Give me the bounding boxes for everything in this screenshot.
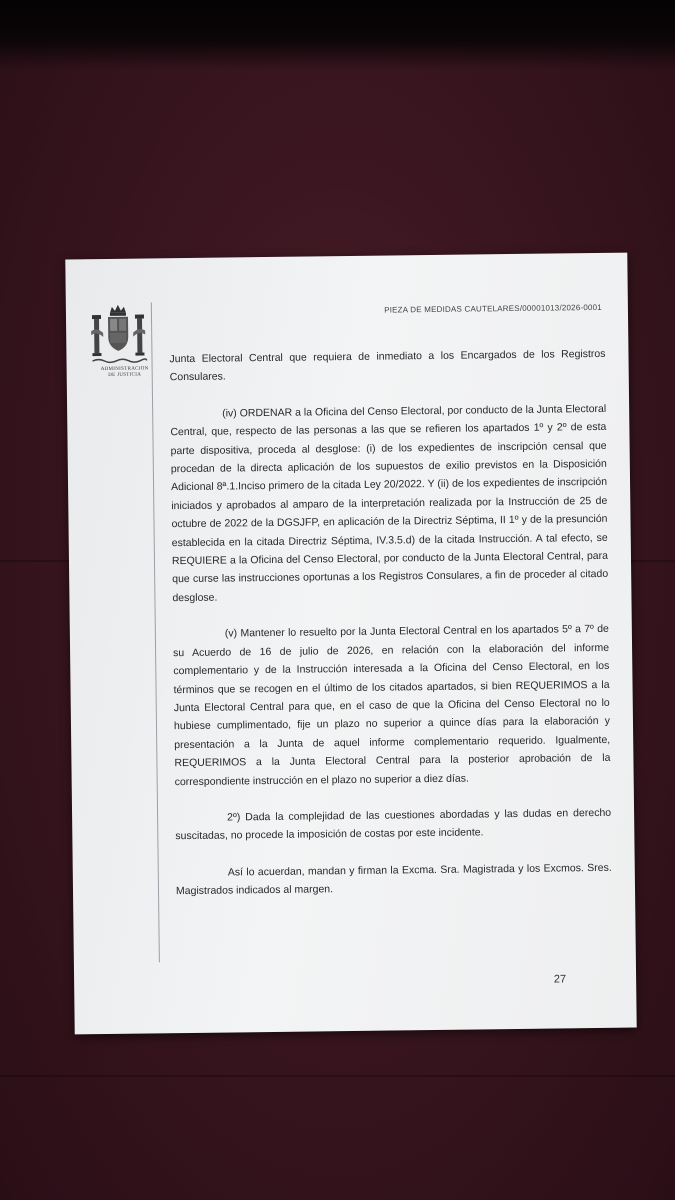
crest-caption-line: ADMINISTRACION (100, 366, 149, 373)
paragraph: 2º) Dada la complejidad de las cuestiones abordadas y las dudas en derecho suscitadas, no procede la imposición de costas por este incidente. (175, 806, 612, 843)
margin-rule (151, 302, 160, 962)
document-body (169, 345, 612, 901)
spanish-coat-of-arms-icon (88, 302, 149, 369)
paragraph: (v) Mantener lo resuelto por la Junta Electoral Central en los apartados 5º a 7º de su Acuerdo de 16 de julio de 2026, en relación con la elaboración del informe complementario y de la Instrucción interesada a la Oficina del Censo Electoral, en los términos que se recogen en el último de los citados apartados, si bien REQUERIMOS a la Junta Electoral Central para que, en el caso de que la Oficina del Censo Electoral no lo hubiese cumplimentado, fije un plazo no superior a quince días para la elaboración y presentación a la Junta de aquel informe complementario requerido. Igualmente, REQUERIMOS a la Junta Electoral Central para la posterior aprobación de la correspondiente instrucción en el plazo no superior a diez días. (173, 623, 611, 788)
paragraph: Así lo acuerdan, mandan y firman la Excma. Sra. Magistrada y los Excmos. Sres. Magistrados indicados al margen. (175, 861, 612, 898)
crest-caption-line: DE JUSTICIA (108, 372, 142, 378)
fabric-fold (0, 1075, 675, 1077)
top-dark-edge (0, 0, 675, 70)
crest-caption (101, 366, 149, 379)
paragraph: (iv) ORDENAR a la Oficina del Censo Electoral, por conducto de la Junta Electoral Central, que, respecto de las personas a las que se refieren los apartados 1º y 2º de esta parte dispositiva, proceda al desglose: (i) de los expedientes de inscripción censal que procedan de la directa aplicación de los supuestos de exilio previstos en la Disposición Adicional 8ª.1.Inciso primero de la citada Ley 20/2022. Y (ii) de los expedientes de inscripción iniciados y aprobados al amparo de la interpretación realizada por la Instrucción de 25 de octubre de 2022 de la DGSJFP, en aplicación de la Directriz Séptima, II 1º y de la presunción establecida en la citada Directriz Séptima, IV.3.5.d) de la citada Instrucción. A tal efecto, se REQUIERE a la Oficina del Censo Electoral, por conducto de la Junta Electoral Central, para que curse las instrucciones oportunas a los Registros Consulares, a fin de proceder al citado desglose. (170, 402, 609, 605)
paragraph: Junta Electoral Central que requiera de inmediato a los Encargados de los Registros Consulares. (169, 347, 606, 384)
case-reference-header: PIEZA DE MEDIDAS CAUTELARES/00001013/2026-0001 (384, 302, 602, 315)
page-number: 27 (553, 973, 567, 986)
document-page (65, 253, 636, 1035)
